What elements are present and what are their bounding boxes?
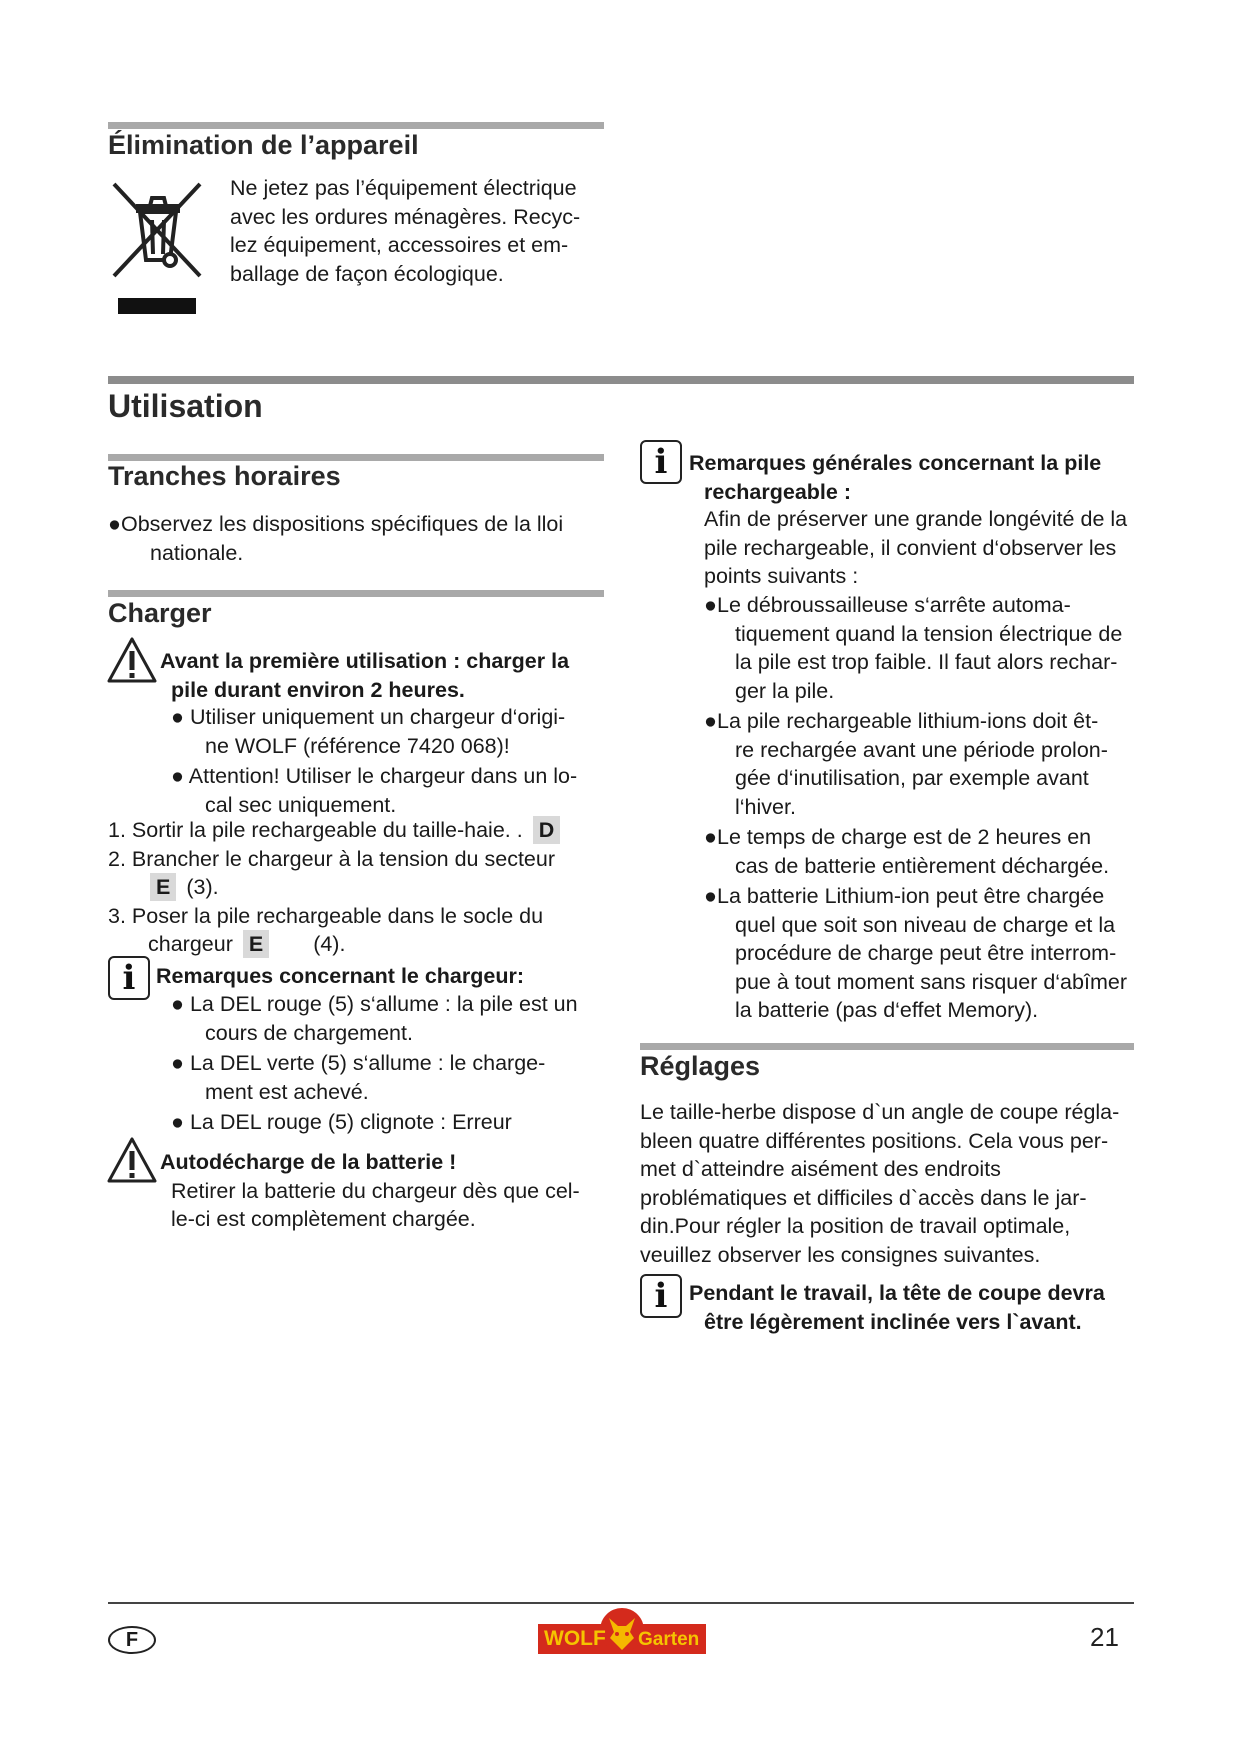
remarques-title (689, 449, 1101, 506)
text-line: Attention! Utiliser le chargeur dans un lo- (188, 764, 578, 788)
charger-title: Charger (108, 598, 212, 628)
text-line: (4). (313, 932, 346, 956)
reglages-info (689, 1279, 1105, 1336)
text-line: Remarques générales concernant la pile (689, 451, 1102, 475)
figure-badge: E (150, 873, 176, 901)
bullet-dot: ● (108, 512, 121, 536)
text-line: lez équipement, accessoires et em- (230, 233, 569, 257)
utilisation-title: Utilisation (108, 388, 263, 424)
tranches-text (108, 510, 563, 567)
reglages-title: Réglages (640, 1051, 761, 1081)
text-line: cal sec uniquement. (205, 792, 397, 817)
charger-bullets (171, 703, 577, 819)
text-line: pile durant environ 2 heures. (171, 677, 465, 702)
text-line: gée d‘inutilisation, par exemple avant (735, 766, 1089, 790)
page-number: 21 (1090, 1622, 1119, 1652)
charger-warning (160, 647, 569, 704)
wheelie-bin-crossed-icon (108, 176, 208, 318)
wolf-garten-logo (538, 1604, 706, 1658)
section-rule (108, 590, 604, 597)
section-rule (640, 1043, 1134, 1050)
warning-title: Autodécharge de la batterie ! (160, 1150, 457, 1174)
text-line: nationale. (150, 540, 244, 565)
figure-badge: D (533, 816, 561, 844)
text-line: La batterie Lithium-ion peut être chargée (717, 884, 1105, 908)
list-item: ●Le temps de charge est de 2 heures en cas de batterie entièrement déchargée. (704, 823, 1127, 880)
tranches-title: Tranches horaires (108, 461, 341, 491)
text-line: Observez les dispositions spécifiques de la lloi (121, 512, 564, 536)
step-2: 2. Brancher le chargeur à la tension du secteur (108, 846, 555, 871)
charger-steps (108, 816, 564, 959)
remarques-intro (704, 505, 1127, 591)
text-line: La DEL verte (5) s‘allume : le charge- (189, 1051, 546, 1075)
figure-badge: E (243, 930, 269, 958)
section-rule (108, 376, 1134, 384)
text-line: Utiliser uniquement un chargeur d‘origi- (189, 705, 566, 729)
list-item: ● Attention! Utiliser le chargeur dans un lo- cal sec uniquement. (171, 762, 577, 819)
text-line: Le taille-herbe dispose d`un angle de coupe régla- (640, 1100, 1120, 1124)
reglages-text (640, 1098, 1119, 1269)
warning-icon (106, 1136, 158, 1184)
charger-info-bullets (171, 990, 578, 1137)
text-line: procédure de charge peut être interrom- (735, 941, 1117, 965)
text-line: points suivants : (704, 564, 859, 588)
text-line: quel que soit son niveau de charge et la (735, 912, 1116, 937)
warning-icon (106, 636, 158, 684)
text-line: ne WOLF (référence 7420 068)! (205, 733, 510, 758)
text-line: La DEL rouge (5) s‘allume : la pile est un (189, 992, 578, 1016)
list-item: ● La DEL rouge (5) s‘allume : la pile est un cours de chargement. (171, 990, 578, 1047)
text-line: Le débroussailleuse s‘arrête automa- (717, 593, 1071, 617)
text-line: re rechargée avant une période prolon- (735, 737, 1108, 762)
text-line: cours de chargement. (205, 1020, 413, 1045)
text-line: Afin de préserver une grande longévité de la (704, 507, 1128, 531)
language-badge: F (108, 1626, 156, 1654)
remarques-bullets (704, 591, 1127, 1025)
section-rule (108, 122, 604, 129)
battery-warning (160, 1148, 580, 1234)
text-line: ger la pile. (735, 678, 835, 703)
text-line: (3). (186, 875, 219, 899)
text-line: Le temps de charge est de 2 heures en (717, 825, 1092, 849)
text-line: être légèrement inclinée vers l`avant. (704, 1309, 1082, 1334)
text-line: din.Pour régler la position de travail optimale, (640, 1214, 1071, 1238)
text-line: La pile rechargeable lithium-ions doit êt- (717, 709, 1099, 733)
info-icon: i (108, 956, 150, 1000)
step-3-cont (108, 930, 564, 959)
text-line: rechargeable : (704, 479, 851, 504)
text-line: avec les ordures ménagères. Recyc- (230, 204, 581, 229)
charger-info (156, 962, 524, 991)
step-2-cont (108, 873, 564, 902)
logo-text-wolf: WOLF (544, 1627, 606, 1650)
text-line: Pendant le travail, la tête de coupe devra (689, 1281, 1105, 1305)
text-line: veuillez observer les consignes suivantes. (640, 1242, 1041, 1267)
logo-text-garten: Garten (638, 1629, 700, 1650)
text-line: met d`atteindre aisément des endroits (640, 1157, 1001, 1181)
text-line: La DEL rouge (5) clignote : Erreur (189, 1110, 512, 1134)
info-icon: i (640, 440, 682, 484)
list-item: ●La pile rechargeable lithium-ions doit êt- re rechargée avant une période prolon- gée d‘inutilisation, par exemple avant l‘hiver. (704, 707, 1127, 821)
text-line: tiquement quand la tension électrique de (735, 621, 1123, 646)
text-line: Ne jetez pas l’équipement électrique (230, 176, 577, 200)
elimination-text (230, 174, 580, 288)
text-line: Retirer la batterie du chargeur dès que cel- (171, 1178, 580, 1203)
step-1 (108, 816, 564, 845)
text-line: chargeur (148, 932, 233, 956)
list-item: ●Le débroussailleuse s‘arrête automa- tiquement quand la tension électrique de la pile est trop faible. Il faut alors rechar- ger la pile. (704, 591, 1127, 705)
list-item: ● La DEL rouge (5) clignote : Erreur (171, 1110, 512, 1134)
text-line: la pile est trop faible. Il faut alors rechar- (735, 650, 1118, 674)
text-line: cas de batterie entièrement déchargée. (735, 853, 1110, 878)
text-line: problématiques et difficiles d`accès dans le jar- (640, 1185, 1087, 1210)
text-line: l‘hiver. (735, 794, 796, 819)
text-line: ballage de façon écologique. (230, 261, 504, 286)
elimination-title: Élimination de l’appareil (108, 130, 419, 160)
text-line: pile rechargeable, il convient d‘observer les (704, 535, 1117, 560)
text-line: pue à tout moment sans risquer d‘abîmer (735, 969, 1127, 994)
step-3: 3. Poser la pile rechargeable dans le socle du (108, 903, 544, 928)
text-line: bleen quatre différentes positions. Cela vous per- (640, 1128, 1109, 1153)
info-title: Remarques concernant le chargeur: (156, 964, 525, 988)
text-line: 1. Sortir la pile rechargeable du taille-haie. . (108, 818, 523, 842)
list-item: ● Utiliser uniquement un chargeur d‘origi- ne WOLF (référence 7420 068)! (171, 703, 577, 760)
list-item: ●La batterie Lithium-ion peut être chargée quel que soit son niveau de charge et la procédure de charge peut être interrom- pue à tout moment sans risquer d‘abîmer la batterie (pas d‘effet Memory). (704, 882, 1127, 1025)
list-item: ● La DEL verte (5) s‘allume : le charge- ment est achevé. (171, 1049, 578, 1106)
info-icon: i (640, 1274, 682, 1318)
text-line: la batterie (pas d‘effet Memory). (735, 998, 1039, 1022)
text-line: le-ci est complètement chargée. (171, 1207, 476, 1231)
text-line: Avant la première utilisation : charger la (160, 649, 570, 673)
section-rule (108, 454, 604, 461)
text-line: ment est achevé. (205, 1079, 369, 1104)
